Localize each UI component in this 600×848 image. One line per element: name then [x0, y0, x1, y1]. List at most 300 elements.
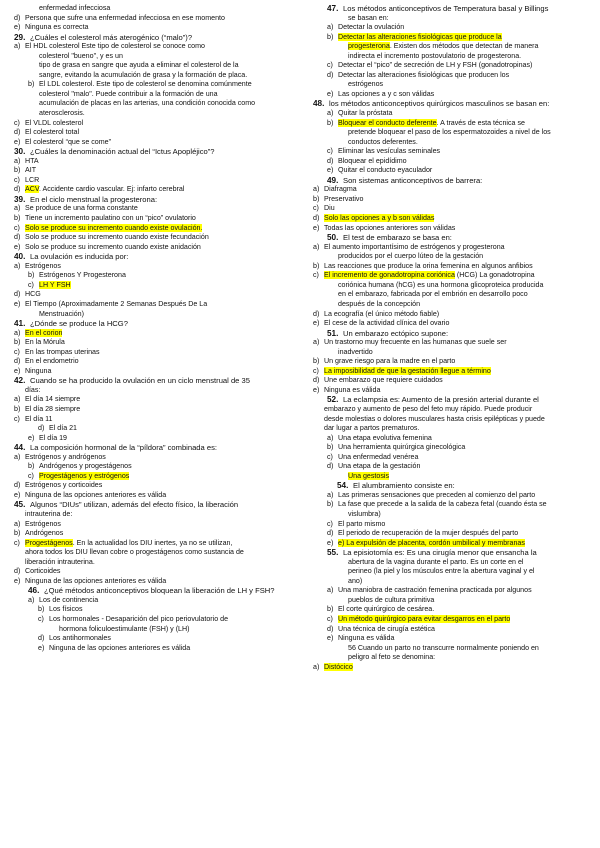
option-line: [14, 176, 304, 186]
text-line: [313, 644, 589, 654]
line-text: abertura de la vagina durante el parto. Es un corte en el: [348, 557, 524, 566]
option-line: [14, 243, 304, 253]
question-number: 51.: [327, 328, 339, 338]
option-marker: e): [28, 433, 35, 442]
option-line: [313, 61, 589, 71]
text-line: [313, 348, 589, 358]
line-text: Las reacciones que produce la orina femenina en algunos anfibios: [324, 261, 533, 270]
question-number: 29.: [14, 32, 26, 42]
option-line: [313, 166, 589, 176]
text-line: [313, 128, 589, 138]
line-text: [338, 119, 589, 129]
option-marker: d): [14, 290, 21, 299]
option-line: [14, 204, 304, 214]
option-marker: [327, 281, 338, 291]
line-text: Una etapa evolutiva femenina: [338, 433, 432, 442]
text-line: [313, 42, 589, 52]
option-marker: d): [38, 424, 45, 433]
option-marker: [14, 558, 25, 568]
question-line: [14, 195, 304, 205]
line-text: Solo se produce su incremento cuando existe anidación: [25, 242, 201, 251]
line-text: [348, 472, 589, 482]
right-column: [313, 4, 589, 672]
option-marker: [28, 71, 39, 81]
line-text: Una enfermedad venérea: [338, 452, 419, 461]
option-line: [313, 109, 589, 119]
text-line: [313, 14, 589, 24]
line-text: embarazo y aumento de peso del feto muy rápido. Puede producir: [324, 404, 533, 413]
option-marker: [14, 510, 25, 520]
option-line: [313, 386, 589, 396]
text-line: [313, 80, 589, 90]
line-text: La fase que precede a la salida de la cabeza fetal (cuando ésta se: [338, 500, 547, 509]
option-marker: [28, 109, 39, 119]
option-line: [313, 157, 589, 167]
question-line: [313, 4, 589, 14]
option-marker: a): [14, 42, 21, 51]
highlighted-answer: Solo las opciones a y b son válidas: [324, 214, 435, 223]
option-marker: [337, 653, 348, 663]
line-text: Tiene un incremento paulatino con un “pico” ovulatorio: [25, 214, 196, 223]
option-marker: [337, 14, 348, 24]
option-line: [313, 71, 589, 81]
highlighted-answer: Distócico: [324, 662, 353, 671]
text-line: [14, 310, 304, 320]
text-line: [313, 472, 589, 482]
text-line: [14, 109, 304, 119]
line-text: vislumbra): [348, 509, 381, 518]
question-number: 42.: [14, 376, 26, 386]
option-marker: a): [14, 519, 21, 528]
option-marker: [28, 52, 39, 62]
line-text: Ninguna es correcta: [25, 23, 89, 32]
option-marker: b): [14, 529, 21, 538]
option-marker: d): [38, 634, 45, 643]
option-marker: [14, 386, 25, 396]
option-line: [313, 195, 589, 205]
text-line: [14, 558, 304, 568]
option-line: [313, 443, 589, 453]
option-marker: a): [313, 662, 320, 671]
text-line: [313, 252, 589, 262]
option-line: [313, 376, 589, 386]
option-marker: a): [14, 395, 21, 404]
highlighted-answer: Progestágenos: [25, 538, 73, 547]
option-marker: b): [327, 32, 334, 41]
option-marker: d): [313, 309, 320, 318]
line-text: desde molestias o dolores musculares hasta crisis epilépticas y puede: [324, 414, 545, 423]
option-line: [313, 204, 589, 214]
line-text: La episiotomía es: Es una cirugía menor que ensancha la: [343, 548, 537, 558]
line-text: El día 28 siempre: [25, 404, 81, 413]
text-line: [313, 405, 589, 415]
option-marker: [28, 4, 39, 14]
line-text: los métodos anticonceptivos quirúrgicos masculinos se basan en:: [329, 99, 550, 109]
option-line: [313, 147, 589, 157]
option-marker: b): [313, 261, 320, 270]
line-text: [25, 185, 304, 195]
line-text: Una técnica de cirugía estética: [338, 624, 436, 633]
option-marker: a): [327, 109, 334, 118]
question-number: 45.: [14, 500, 26, 510]
line-text: Estrógenos y andrógenos: [25, 452, 106, 461]
question-line: [14, 147, 304, 157]
option-line: [14, 357, 304, 367]
option-marker: [337, 80, 348, 90]
line-text: Se produce de una forma constante: [25, 204, 138, 213]
option-marker: [337, 567, 348, 577]
option-marker: d): [327, 624, 334, 633]
option-marker: [28, 61, 39, 71]
option-marker: c): [327, 147, 333, 156]
option-marker: e): [14, 242, 21, 251]
question-number: 44.: [14, 443, 26, 453]
line-text: Los métodos anticonceptivos de Temperatura basal y Billings: [343, 4, 549, 13]
line-text: Corticoides: [25, 567, 61, 576]
option-marker: c): [327, 615, 333, 623]
option-marker: a): [28, 595, 35, 604]
line-text: El aumento importantísimo de estrógenos y progesterona: [324, 242, 505, 251]
line-text: después de la concepción: [338, 299, 421, 308]
option-marker: e): [313, 385, 320, 394]
option-line: [14, 529, 304, 539]
option-line: [14, 329, 304, 339]
option-marker: d): [14, 13, 21, 22]
line-text: ¿Cuáles la denominación actual del “Ictus Apopléjico”?: [30, 147, 215, 157]
line-text: liberación intrauterina.: [25, 557, 95, 566]
option-marker: d): [327, 529, 334, 538]
text-line: [14, 548, 304, 558]
option-marker: b): [327, 118, 334, 127]
question-line: [14, 376, 304, 386]
option-line: [14, 224, 304, 234]
option-marker: a): [14, 452, 21, 461]
question-number: 41.: [14, 319, 26, 329]
question-number: 48.: [313, 99, 325, 109]
line-text: estrógenos: [348, 80, 384, 89]
option-marker: d): [14, 481, 21, 490]
option-marker: [327, 252, 338, 262]
line-text: acumulación de placas en las arterias, una condición conocida como: [39, 99, 256, 108]
line-text: Andrógenos y progestágenos: [39, 462, 132, 471]
line-text: peligro al feto se denomina:: [348, 653, 436, 662]
line-text: ahora todos los DIU llevan cobre o progestágenos como sustancia de: [25, 548, 244, 557]
option-line: [313, 262, 589, 272]
text-line: [14, 52, 304, 62]
line-text: El cese de la actividad clínica del ovario: [324, 319, 450, 328]
question-line: [313, 548, 589, 558]
line-text: El día 21: [49, 424, 78, 433]
line-text: [338, 33, 589, 43]
option-marker: [327, 290, 338, 300]
highlighted-answer: Un método quirúrgico para evitar desgarros en el parto: [338, 615, 511, 623]
option-marker: [337, 577, 348, 587]
option-line: [313, 625, 589, 635]
option-line: [313, 520, 589, 530]
highlighted-answer: Solo se produce su incremento cuando existe ovulación.: [25, 223, 203, 232]
option-marker: b): [38, 605, 45, 614]
option-marker: a): [14, 204, 21, 213]
option-line: [313, 310, 589, 320]
option-line: [14, 290, 304, 300]
option-marker: e): [327, 89, 334, 98]
line-text: AIT: [25, 166, 37, 175]
line-text: enfermedad infecciosa: [39, 4, 111, 12]
line-text: El HDL colesterol Este tipo de colesterol se conoce como: [25, 42, 205, 51]
option-marker: e): [14, 299, 21, 308]
line-text: Los físicos: [49, 605, 83, 614]
highlighted-answer: Una gestosis: [348, 471, 390, 480]
line-text: intrauterina de:: [25, 509, 73, 518]
line-text: [25, 329, 304, 339]
question-line: [313, 233, 589, 243]
option-marker: [28, 99, 39, 109]
option-marker: c): [28, 280, 34, 289]
option-marker: d): [327, 156, 334, 165]
line-text: Los de continencia: [39, 595, 99, 604]
option-marker: b): [14, 166, 21, 175]
line-text: [324, 271, 589, 281]
line-text: conductos deferentes.: [348, 137, 418, 146]
option-marker: e): [14, 490, 21, 499]
question-number: 46.: [28, 586, 40, 596]
text-line: [313, 138, 589, 148]
line-text: El VLDL colesterol: [25, 118, 84, 127]
option-marker: c): [327, 61, 333, 70]
option-line: [313, 462, 589, 472]
option-line: [14, 596, 304, 606]
line-text: El alumbramiento consiste en:: [353, 481, 455, 491]
option-marker: c): [313, 366, 319, 375]
line-text: Los hormonales - Desaparición del pico periovulatorio de: [49, 615, 229, 623]
option-line: [313, 319, 589, 329]
option-marker: [337, 52, 348, 62]
question-number: 55.: [327, 548, 339, 558]
line-text: producidos por el cuerpo lúteo de la gestación: [338, 252, 484, 261]
text-line: [313, 424, 589, 434]
line-text: Quitar el conducto eyaculador: [338, 166, 433, 175]
line-text: El colesterol total: [25, 128, 80, 137]
option-marker: e): [327, 166, 334, 175]
question-line: [313, 329, 589, 339]
line-text: Las opciones a y c son válidas: [338, 89, 435, 98]
option-line: [14, 157, 304, 167]
highlighted-answer: LH Y FSH: [39, 280, 71, 289]
option-marker: c): [14, 347, 20, 356]
highlighted-answer: La imposibilidad de que la gestación llegue a término: [324, 366, 491, 375]
option-line: [14, 166, 304, 176]
question-line: [14, 252, 304, 262]
option-marker: [313, 424, 324, 434]
highlighted-answer: Detectar las alteraciones fisiológicas que produce la: [338, 32, 502, 41]
option-line: [14, 520, 304, 530]
line-text: perineo (la piel y los músculos entre la abertura vaginal y el: [348, 567, 535, 576]
option-line: [313, 605, 589, 615]
line-text: pretende bloquear el paso de los espermatozoides a nivel de los: [348, 128, 551, 137]
option-line: [14, 424, 304, 434]
highlighted-answer: ACV: [25, 185, 39, 194]
option-marker: e): [38, 643, 45, 652]
option-line: [14, 367, 304, 377]
option-marker: a): [327, 433, 334, 442]
option-marker: b): [313, 194, 320, 203]
question-line: [313, 176, 589, 186]
line-text: [348, 42, 589, 52]
option-marker: c): [313, 204, 319, 213]
line-text: coriónica humana (hCG) es una hormona glicoproteica producida: [338, 280, 544, 289]
option-marker: b): [14, 214, 21, 223]
line-text: Algunos “DIUs” utilizan, además del efecto físico, la liberación: [30, 500, 239, 510]
line-text: en el embarazo, fabricada por el embrión en desarrollo poco: [338, 290, 528, 299]
question-number: 54.: [337, 481, 349, 491]
question-number: 52.: [327, 395, 339, 405]
line-text: [324, 663, 589, 673]
text-line: [313, 567, 589, 577]
option-line: [313, 33, 589, 43]
option-line: [14, 119, 304, 129]
line-text: En la Mórula: [25, 338, 65, 347]
option-marker: b): [14, 404, 21, 413]
question-line: [14, 319, 304, 329]
option-line: [313, 90, 589, 100]
line-text: colesterol "bueno", y es un: [39, 51, 123, 60]
line-text: ¿Qué métodos anticonceptivos bloquean la liberación de LH y FSH?: [44, 586, 275, 596]
option-line: [14, 262, 304, 272]
option-marker: [313, 415, 324, 425]
option-line: [14, 233, 304, 243]
text-line: [14, 71, 304, 81]
question-number: 50.: [327, 233, 339, 243]
line-text: sangre, evitando la acumulación de grasa y la formación de placa.: [39, 70, 248, 79]
option-line: [14, 271, 304, 281]
line-text: Eliminar las vesículas seminales: [338, 147, 441, 156]
line-text: Ninguna es válida: [338, 634, 395, 643]
line-text: Estrógenos: [25, 519, 61, 528]
line-text: La composición hormonal de la “píldora” combinada es:: [30, 443, 217, 453]
line-text: Andrógenos: [25, 529, 64, 538]
line-text: Ninguna de las opciones anteriores es válida: [25, 576, 167, 585]
option-marker: e): [313, 223, 320, 232]
option-line: [14, 415, 304, 425]
option-marker: d): [313, 376, 320, 385]
option-marker: d): [14, 185, 21, 194]
line-text: ¿Cuáles el colesterol más aterogénico (“malo”)?: [30, 32, 193, 42]
option-marker: e): [14, 576, 21, 585]
option-line: [14, 14, 304, 24]
option-marker: d): [14, 128, 21, 137]
line-text: [39, 281, 304, 291]
option-marker: b): [313, 357, 320, 366]
answer-explanation: . Accidente cardio vascular. Ej: infarto cerebral: [38, 185, 185, 194]
option-marker: a): [313, 338, 320, 347]
option-line: [313, 367, 589, 377]
line-text: Persona que sufre una enfermedad infecciosa en ese momento: [25, 13, 225, 22]
line-text: Cuando se ha producido la ovulación en un ciclo menstrual de 35: [30, 376, 250, 386]
answer-explanation: (HCG) La gonadotropina: [454, 271, 535, 280]
line-text: Diafragma: [324, 185, 357, 194]
option-line: [313, 243, 589, 253]
question-line: [313, 481, 589, 491]
line-text: HTA: [25, 156, 39, 165]
text-line: [313, 290, 589, 300]
line-text: [324, 367, 589, 377]
option-line: [14, 405, 304, 415]
line-text: Son sistemas anticonceptivos de barrera:: [343, 175, 483, 185]
option-marker: [337, 472, 348, 482]
option-marker: [14, 548, 25, 558]
line-text: tipo de grasa en sangre que ayuda a eliminar el colesterol de la: [39, 61, 239, 70]
answer-explanation: . A través de esta técnica se: [436, 118, 525, 127]
text-line: [14, 4, 304, 14]
text-line: [14, 61, 304, 71]
option-line: [313, 663, 589, 673]
option-marker: a): [327, 23, 334, 32]
option-line: [14, 42, 304, 52]
line-text: Los antihormonales: [49, 634, 111, 643]
line-text: Diu: [324, 204, 335, 213]
option-marker: [327, 300, 338, 310]
option-line: [14, 138, 304, 148]
option-marker: b): [28, 271, 35, 280]
line-text: Preservativo: [324, 194, 364, 203]
question-line: [313, 395, 589, 405]
question-number: 39.: [14, 194, 26, 204]
text-line: [14, 625, 304, 635]
question-line: [14, 500, 304, 510]
line-text: Ninguna: [25, 366, 52, 375]
text-line: [313, 510, 589, 520]
line-text: [338, 539, 589, 549]
option-line: [14, 577, 304, 587]
line-text: [338, 615, 589, 625]
option-line: [313, 539, 589, 549]
option-marker: d): [327, 462, 334, 471]
option-marker: [337, 128, 348, 138]
text-line: [14, 99, 304, 109]
option-marker: b): [28, 80, 35, 89]
option-marker: c): [327, 519, 333, 528]
line-text: En el ciclo menstrual la progesterona:: [30, 194, 158, 204]
option-line: [14, 395, 304, 405]
option-line: [14, 472, 304, 482]
line-text: indirecta el incremento postovulatorio de progesterona.: [348, 51, 522, 60]
answer-explanation: . En la actualidad los DIU inertes, ya no se utilizan,: [72, 538, 233, 547]
option-marker: [337, 42, 348, 52]
question-line: [14, 586, 304, 596]
highlighted-answer: Progestágenos y estrógenos: [39, 471, 130, 480]
line-text: El corte quirúrgico de cesárea.: [338, 605, 435, 614]
line-text: En las trompas uterinas: [25, 347, 100, 356]
question-line: [14, 443, 304, 453]
option-line: [313, 338, 589, 348]
option-line: [14, 348, 304, 358]
line-text: Quitar la próstata: [338, 109, 393, 118]
option-line: [14, 481, 304, 491]
option-marker: c): [313, 271, 319, 280]
option-marker: d): [14, 233, 21, 242]
question-line: [14, 33, 304, 43]
option-line: [14, 615, 304, 625]
option-marker: d): [327, 70, 334, 79]
option-line: [14, 539, 304, 549]
option-line: [14, 491, 304, 501]
text-line: [313, 596, 589, 606]
line-text: Estrógenos y corticoides: [25, 481, 103, 490]
highlighted-answer: Bloquear el conducto deferente: [338, 118, 437, 127]
option-line: [313, 634, 589, 644]
option-marker: c): [14, 223, 20, 232]
option-marker: b): [327, 605, 334, 614]
